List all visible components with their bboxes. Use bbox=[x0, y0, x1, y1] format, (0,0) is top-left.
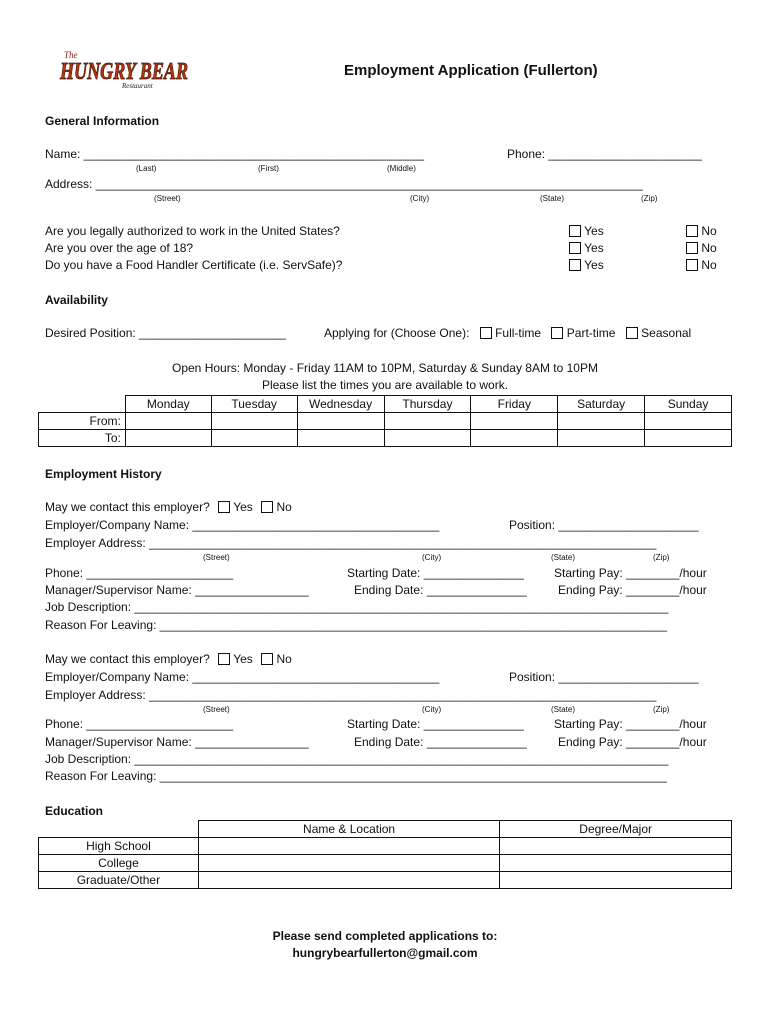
day-friday: Friday bbox=[471, 396, 558, 413]
seasonal-checkbox[interactable] bbox=[626, 327, 638, 339]
employer-address-field[interactable]: Employer Address: ____________________________________________________________________________ bbox=[45, 688, 657, 702]
sublabel-zip: (Zip) bbox=[653, 553, 670, 562]
question-age: Are you over the age of 18? bbox=[45, 241, 194, 255]
sublabel-street: (Street) bbox=[203, 705, 230, 714]
age-yes-checkbox[interactable] bbox=[569, 242, 581, 254]
reason-leaving-field[interactable]: Reason For Leaving: ____________________________________________________________________________ bbox=[45, 618, 667, 632]
sublabel-last: (Last) bbox=[136, 164, 157, 173]
authorized-yes-checkbox[interactable] bbox=[569, 225, 581, 237]
sublabel-street: (Street) bbox=[203, 553, 230, 562]
yes-label: Yes bbox=[584, 224, 604, 238]
hungry-bear-logo bbox=[58, 48, 190, 90]
cell-input[interactable] bbox=[384, 413, 471, 430]
cell-input[interactable] bbox=[198, 855, 499, 872]
row-to: To: bbox=[39, 430, 126, 447]
cell-input[interactable] bbox=[645, 430, 732, 447]
contact-employer-question: May we contact this employer? bbox=[45, 500, 210, 514]
sublabel-city: (City) bbox=[422, 705, 442, 714]
yes-label: Yes bbox=[584, 241, 604, 255]
open-hours: Open Hours: Monday - Friday 11AM to 10PM, Saturday & Sunday 8AM to 10PM bbox=[172, 361, 598, 375]
table-corner bbox=[39, 396, 126, 413]
company-name-field[interactable]: Employer/Company Name: _____________________________________ bbox=[45, 518, 440, 532]
availability-table bbox=[38, 395, 732, 447]
question-authorized: Are you legally authorized to work in the United States? bbox=[45, 224, 340, 238]
sublabel-first: (First) bbox=[258, 164, 279, 173]
ending-pay-field[interactable]: Ending Pay: ________/hour bbox=[558, 735, 707, 749]
col-name-location: Name & Location bbox=[198, 821, 499, 838]
cell-input[interactable] bbox=[211, 430, 297, 447]
cell-input[interactable] bbox=[125, 430, 211, 447]
address-field[interactable]: Address: __________________________________________________________________________________ bbox=[45, 177, 643, 191]
sublabel-city: (City) bbox=[410, 194, 430, 203]
row-high-school: High School bbox=[39, 838, 199, 855]
reason-leaving-field[interactable]: Reason For Leaving: ____________________________________________________________________________ bbox=[45, 769, 667, 783]
position-field[interactable]: Position: _____________________ bbox=[509, 670, 699, 684]
starting-date-field[interactable]: Starting Date: _______________ bbox=[347, 566, 524, 580]
logo-top-word: The bbox=[64, 50, 78, 60]
age-no-checkbox[interactable] bbox=[686, 242, 698, 254]
logo-main-word: HUNGRY BEAR bbox=[59, 59, 188, 85]
food-handler-no-checkbox[interactable] bbox=[686, 259, 698, 271]
applying-for-label: Applying for (Choose One): bbox=[324, 326, 470, 340]
starting-pay-field[interactable]: Starting Pay: ________/hour bbox=[554, 717, 707, 731]
job-description-field[interactable]: Job Description: ________________________________________________________________________________ bbox=[45, 600, 669, 614]
page-title: Employment Application (Fullerton) bbox=[344, 62, 598, 79]
contact-yes-checkbox[interactable] bbox=[218, 501, 230, 513]
availability-heading: Availability bbox=[45, 293, 108, 307]
cell-input[interactable] bbox=[500, 872, 732, 889]
row-graduate-other: Graduate/Other bbox=[39, 872, 199, 889]
contact-no-checkbox[interactable] bbox=[261, 501, 273, 513]
starting-date-field[interactable]: Starting Date: _______________ bbox=[347, 717, 524, 731]
day-wednesday: Wednesday bbox=[297, 396, 384, 413]
yes-label: Yes bbox=[233, 500, 253, 514]
day-sunday: Sunday bbox=[645, 396, 732, 413]
no-label: No bbox=[276, 500, 292, 514]
contact-employer-question: May we contact this employer? bbox=[45, 652, 210, 666]
footer-email[interactable]: hungrybearfullerton@gmail.com bbox=[292, 946, 478, 960]
employer-phone-field[interactable]: Phone: ______________________ bbox=[45, 566, 234, 580]
full-time-checkbox[interactable] bbox=[480, 327, 492, 339]
cell-input[interactable] bbox=[471, 430, 558, 447]
job-description-field[interactable]: Job Description: ________________________________________________________________________________ bbox=[45, 752, 669, 766]
cell-input[interactable] bbox=[500, 838, 732, 855]
table-corner bbox=[39, 821, 199, 838]
sublabel-middle: (Middle) bbox=[387, 164, 416, 173]
cell-input[interactable] bbox=[384, 430, 471, 447]
sublabel-state: (State) bbox=[551, 705, 576, 714]
seasonal-label: Seasonal bbox=[641, 326, 692, 340]
ending-date-field[interactable]: Ending Date: _______________ bbox=[354, 735, 527, 749]
sublabel-state: (State) bbox=[551, 553, 576, 562]
employment-heading: Employment History bbox=[45, 467, 162, 481]
sublabel-state: (State) bbox=[540, 194, 565, 203]
starting-pay-field[interactable]: Starting Pay: ________/hour bbox=[554, 566, 707, 580]
day-saturday: Saturday bbox=[558, 396, 645, 413]
availability-instructions: Please list the times you are available to work. bbox=[261, 378, 509, 392]
general-heading: General Information bbox=[45, 114, 160, 128]
day-thursday: Thursday bbox=[384, 396, 471, 413]
ending-date-field[interactable]: Ending Date: _______________ bbox=[354, 583, 527, 597]
logo-bottom-word: Restaurant bbox=[122, 82, 153, 90]
contact-yes-checkbox[interactable] bbox=[218, 653, 230, 665]
cell-input[interactable] bbox=[558, 413, 645, 430]
row-from: From: bbox=[39, 413, 126, 430]
cell-input[interactable] bbox=[500, 855, 732, 872]
food-handler-yes-checkbox[interactable] bbox=[569, 259, 581, 271]
education-heading: Education bbox=[45, 804, 104, 818]
phone-field[interactable]: Phone: _______________________ bbox=[507, 147, 702, 161]
footer-instructions: Please send completed applications to: bbox=[272, 929, 498, 943]
employer-phone-field[interactable]: Phone: ______________________ bbox=[45, 717, 234, 731]
cell-input[interactable] bbox=[471, 413, 558, 430]
day-monday: Monday bbox=[125, 396, 211, 413]
sublabel-zip: (Zip) bbox=[653, 705, 670, 714]
day-tuesday: Tuesday bbox=[211, 396, 297, 413]
no-label: No bbox=[701, 258, 717, 272]
cell-input[interactable] bbox=[125, 413, 211, 430]
company-name-field[interactable]: Employer/Company Name: _____________________________________ bbox=[45, 670, 440, 684]
sublabel-city: (City) bbox=[422, 553, 442, 562]
row-college: College bbox=[39, 855, 199, 872]
education-table bbox=[38, 820, 732, 889]
contact-no-checkbox[interactable] bbox=[261, 653, 273, 665]
position-field[interactable]: Position: _____________________ bbox=[509, 518, 699, 532]
part-time-label: Part-time bbox=[566, 326, 616, 340]
cell-input[interactable] bbox=[645, 413, 732, 430]
full-time-label: Full-time bbox=[495, 326, 542, 340]
col-degree-major: Degree/Major bbox=[500, 821, 732, 838]
no-label: No bbox=[701, 224, 717, 238]
no-label: No bbox=[276, 652, 292, 666]
cell-input[interactable] bbox=[198, 838, 499, 855]
no-label: No bbox=[701, 241, 717, 255]
cell-input[interactable] bbox=[211, 413, 297, 430]
part-time-checkbox[interactable] bbox=[551, 327, 563, 339]
cell-input[interactable] bbox=[198, 872, 499, 889]
cell-input[interactable] bbox=[558, 430, 645, 447]
employer-address-field[interactable]: Employer Address: ____________________________________________________________________________ bbox=[45, 536, 657, 550]
yes-label: Yes bbox=[584, 258, 604, 272]
cell-input[interactable] bbox=[297, 413, 384, 430]
sublabel-zip: (Zip) bbox=[641, 194, 658, 203]
yes-label: Yes bbox=[233, 652, 253, 666]
authorized-no-checkbox[interactable] bbox=[686, 225, 698, 237]
ending-pay-field[interactable]: Ending Pay: ________/hour bbox=[558, 583, 707, 597]
manager-name-field[interactable]: Manager/Supervisor Name: _________________ bbox=[45, 583, 309, 597]
manager-name-field[interactable]: Manager/Supervisor Name: _________________ bbox=[45, 735, 309, 749]
desired-position-field[interactable]: Desired Position: ______________________ bbox=[45, 326, 286, 340]
question-food-handler: Do you have a Food Handler Certificate (i.e. ServSafe)? bbox=[45, 258, 343, 272]
name-field[interactable]: Name: ___________________________________________________ bbox=[45, 147, 425, 161]
cell-input[interactable] bbox=[297, 430, 384, 447]
sublabel-street: (Street) bbox=[154, 194, 181, 203]
